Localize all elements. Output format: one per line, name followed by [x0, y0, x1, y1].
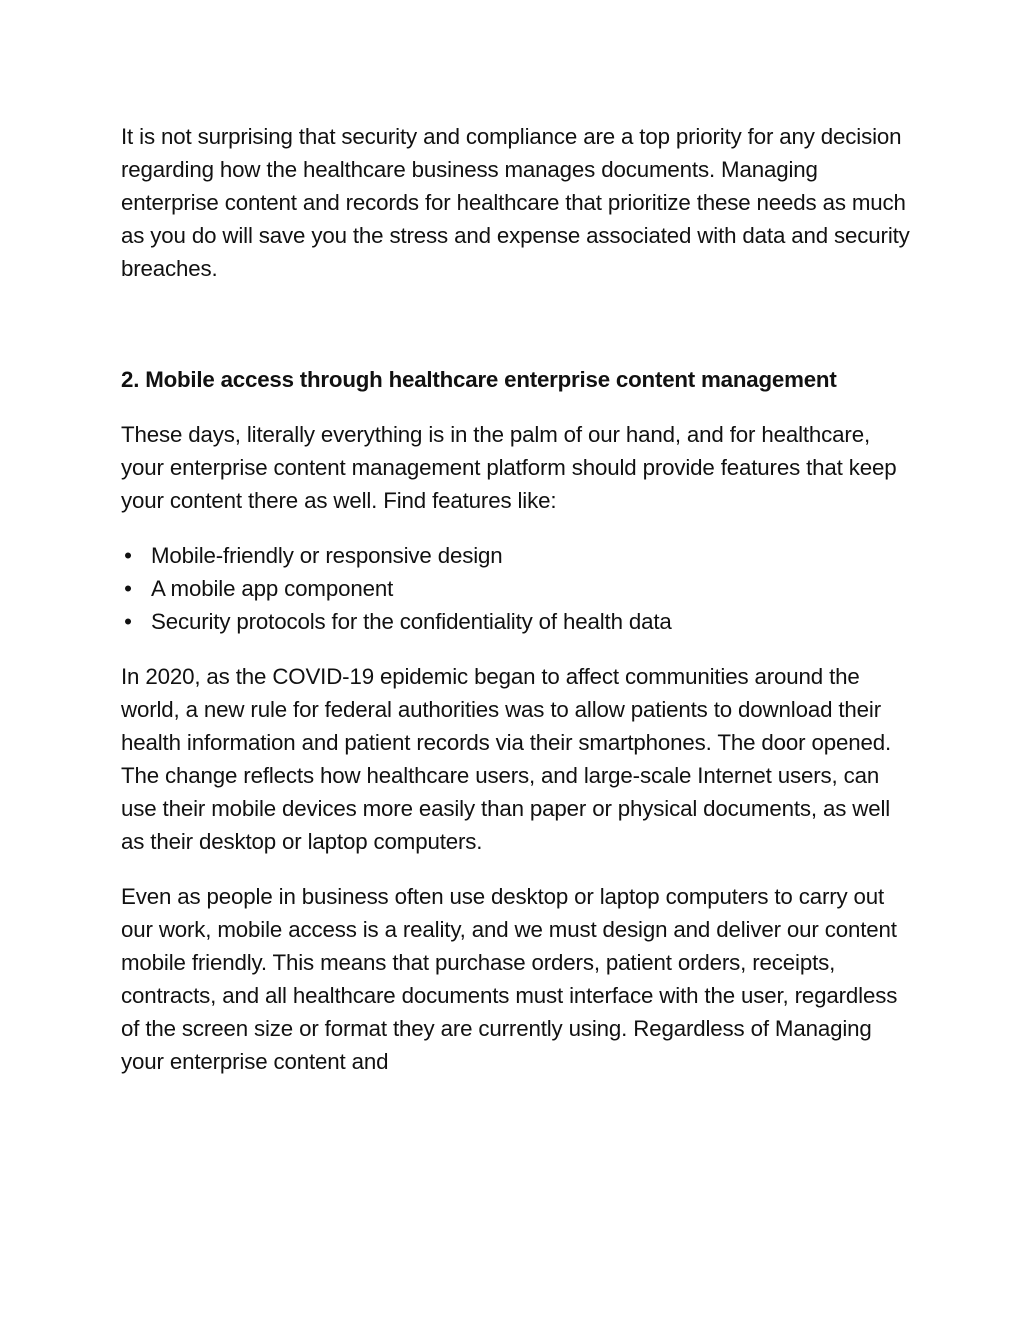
feature-list — [121, 539, 911, 638]
bullet-icon: • — [124, 576, 132, 601]
paragraph-mobile-reality: Even as people in business often use desktop or laptop computers to carry out our work, mobile access is a reality, and we must design and deliver our content mobile friendly. This means that purchase orders, patient orders, receipts, contracts, and all healthcare documents must interface with the user, regardless of the screen size or format they are currently using. Regardless of Managing your enterprise content and — [121, 884, 898, 1074]
spacer — [121, 396, 911, 418]
paragraph-security-compliance: It is not surprising that security and compliance are a top priority for any decision regarding how the healthcare business manages documents. Managing enterprise content and records for healthcare that prioritize these needs as much as you do will save you the stress and expense associated with data and security breaches. — [121, 124, 910, 281]
paragraph-covid-rule: In 2020, as the COVID-19 epidemic began to affect communities around the world, a new rule for federal authorities was to allow patients to download their health information and patient records via their smartphones. The door opened. The change reflects how healthcare users, and large-scale Internet users, can use their mobile devices more easily than paper or physical documents, as well as their desktop or laptop computers. — [121, 664, 891, 854]
paragraph-palm-of-hand: These days, literally everything is in the palm of our hand, and for healthcare, your enterprise content management platform should provide features that keep your content there as well. Find features like: — [121, 422, 897, 513]
section-heading-mobile-access: 2. Mobile access through healthcare enterprise content management — [121, 367, 837, 392]
list-item — [121, 572, 911, 605]
list-item-text: Security protocols for the confidentiality of health data — [151, 609, 672, 634]
bullet-icon: • — [124, 609, 132, 634]
spacer — [121, 638, 911, 660]
list-item-text: Mobile-friendly or responsive design — [151, 543, 503, 568]
spacer — [121, 858, 911, 880]
bullet-icon: • — [124, 543, 132, 568]
spacer — [121, 285, 911, 363]
document-page — [121, 120, 911, 1078]
list-item — [121, 539, 911, 572]
list-item — [121, 605, 911, 638]
list-item-text: A mobile app component — [151, 576, 394, 601]
spacer — [121, 517, 911, 539]
